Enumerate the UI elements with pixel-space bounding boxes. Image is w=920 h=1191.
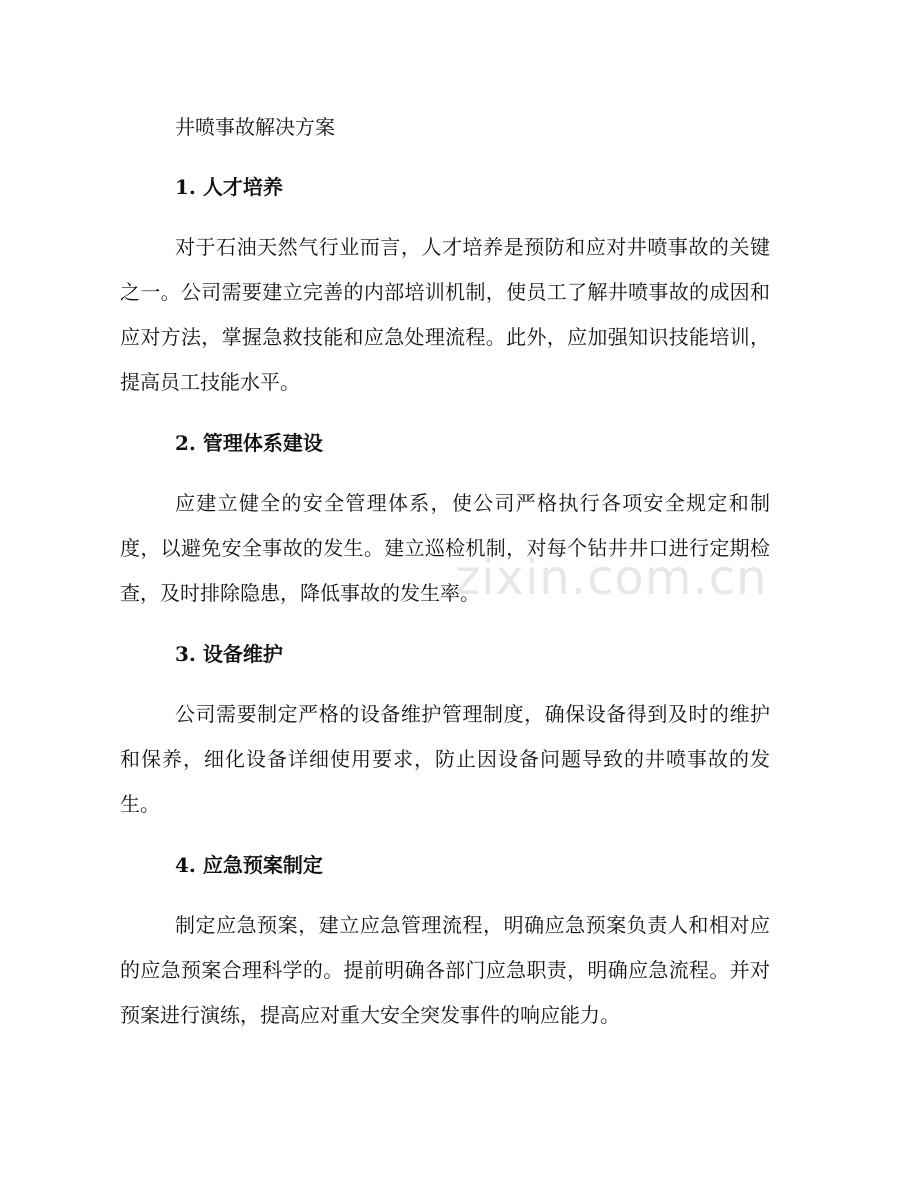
section-heading: 4. 应急预案制定	[175, 853, 323, 877]
section-heading: 2. 管理体系建设	[175, 431, 323, 455]
section-paragraph: 应建立健全的安全管理体系，使公司严格执行各项安全规定和制度，以避免安全事故的发生。建立巡检机制，对每个钻井井口进行定期检查，及时排除隐患，降低事故的发生率。	[120, 491, 770, 605]
document-title: 井喷事故解决方案	[175, 115, 335, 139]
section-heading: 1. 人才培养	[175, 175, 283, 199]
document-content	[120, 107, 770, 1056]
section-paragraph: 对于石油天然气行业而言，人才培养是预防和应对井喷事故的关键之一。公司需要建立完善的内部培训机制，使员工了解井喷事故的成因和应对方法，掌握急救技能和应急处理流程。此外，应加强知识技能培训，提高员工技能水平。	[120, 235, 770, 394]
watermark: zixin.com.cn	[455, 550, 768, 606]
section-paragraph: 公司需要制定严格的设备维护管理制度，确保设备得到及时的维护和保养，细化设备详细使用要求，防止因设备问题导致的井喷事故的发生。	[120, 702, 770, 816]
section-paragraph: 制定应急预案，建立应急管理流程，明确应急预案负责人和相对应的应急预案合理科学的。提前明确各部门应急职责，明确应急流程。并对预案进行演练，提高应对重大安全突发事件的响应能力。	[120, 913, 770, 1027]
section-heading: 3. 设备维护	[175, 642, 283, 666]
